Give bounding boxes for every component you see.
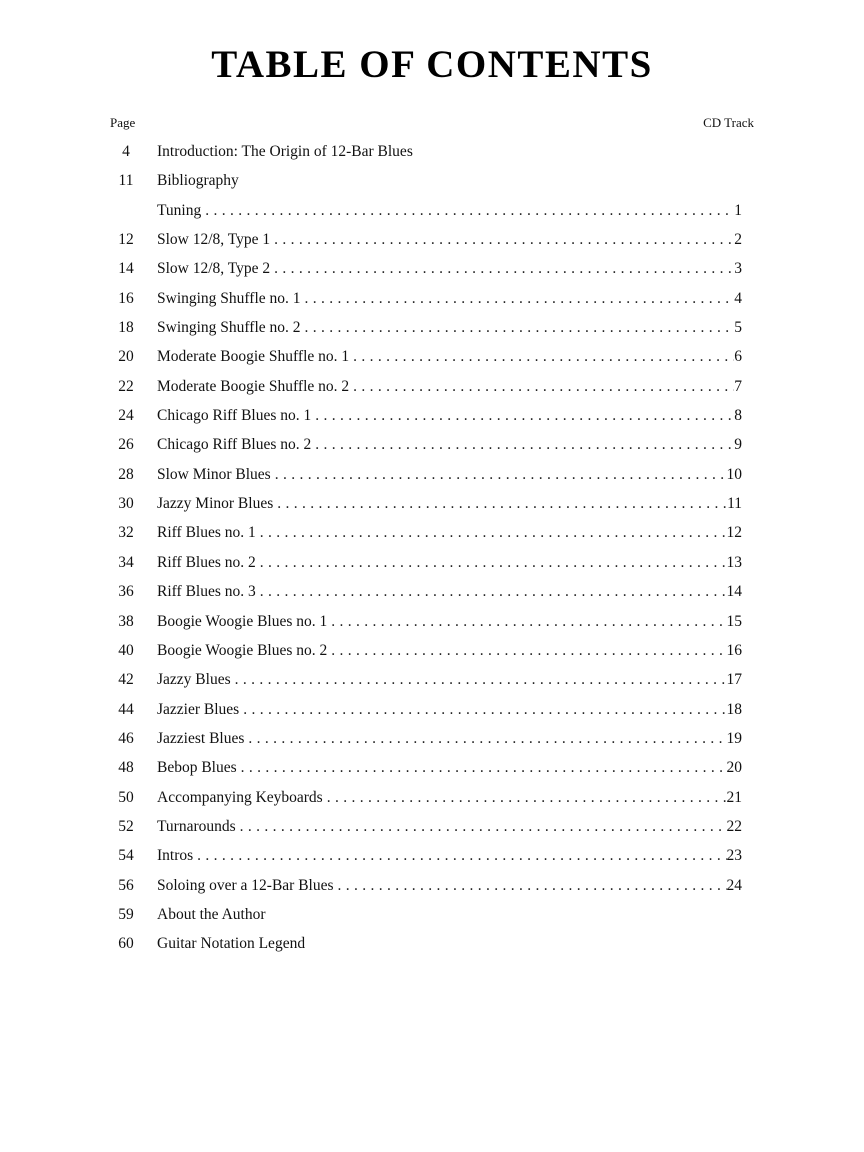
dot-leader [235, 665, 727, 694]
toc-entry-line [157, 841, 742, 870]
toc-cd-track: 9 [734, 436, 742, 454]
toc-entry-line [157, 284, 742, 313]
toc-entry-title: Chicago Riff Blues no. 2 [157, 436, 312, 454]
toc-entry-title: Riff Blues no. 3 [157, 583, 256, 601]
toc-entry[interactable] [110, 430, 742, 459]
toc-entry-line [157, 753, 742, 782]
toc-page-number: 4 [122, 143, 130, 160]
toc-list [110, 137, 742, 959]
toc-page-number: 40 [118, 641, 134, 659]
toc-entry-title: Intros [157, 847, 194, 865]
dot-leader [331, 636, 726, 665]
toc-entry[interactable] [110, 783, 742, 812]
toc-cd-track: 21 [726, 788, 742, 806]
toc-entry[interactable] [110, 753, 742, 782]
toc-entry-line [157, 460, 742, 489]
toc-page-number: 59 [118, 905, 134, 923]
toc-page-number: 12 [118, 231, 134, 249]
cd-track-column-header: CD Track [703, 115, 754, 130]
toc-page-number: 60 [118, 935, 134, 953]
toc-entry-title: Soloing over a 12-Bar Blues [157, 876, 334, 894]
toc-entry[interactable] [110, 695, 742, 724]
toc-entry-title: Boogie Woogie Blues no. 1 [157, 612, 328, 630]
dot-leader [331, 607, 726, 636]
toc-cd-track: 18 [726, 700, 742, 718]
toc-entry-title: Tuning [157, 201, 202, 219]
toc-page-number: 48 [118, 759, 134, 777]
toc-entry-line [157, 577, 742, 606]
toc-entry[interactable] [110, 841, 742, 870]
toc-entry[interactable] [110, 284, 742, 313]
toc-page-number: 42 [118, 671, 134, 689]
toc-entry-line [157, 313, 742, 342]
toc-entry-line [157, 724, 742, 753]
dot-leader [315, 401, 734, 430]
toc-cd-track: 15 [726, 612, 742, 630]
toc-entry[interactable] [110, 342, 742, 371]
dot-leader [338, 871, 727, 900]
toc-entry[interactable] [110, 665, 742, 694]
toc-entry[interactable] [110, 929, 742, 958]
toc-entry-title: Jazzy Blues [157, 671, 231, 689]
dot-leader [260, 548, 727, 577]
dot-leader [305, 284, 735, 313]
page-title: TABLE OF CONTENTS [211, 43, 653, 86]
toc-entry[interactable] [110, 254, 742, 283]
toc-entry-line [157, 607, 742, 636]
dot-leader [353, 342, 734, 371]
toc-entry[interactable] [110, 489, 742, 518]
toc-entry-title: Chicago Riff Blues no. 1 [157, 407, 312, 425]
toc-cd-track: 13 [726, 553, 742, 571]
toc-entry-title: Swinging Shuffle no. 2 [157, 319, 301, 337]
toc-cd-track: 8 [734, 407, 742, 425]
toc-page-number: 52 [118, 817, 134, 835]
toc-entry-title: Slow 12/8, Type 2 [157, 260, 271, 278]
toc-entry-line [157, 430, 742, 459]
dot-leader [274, 225, 734, 254]
toc-page-number: 36 [118, 583, 134, 601]
toc-entry-line [157, 372, 742, 401]
toc-entry-line [157, 900, 742, 929]
toc-cd-track: 1 [734, 201, 742, 219]
toc-entry-line [157, 342, 742, 371]
toc-entry-title: Riff Blues no. 2 [157, 553, 256, 571]
toc-page-number: 32 [118, 524, 134, 542]
toc-entry[interactable] [110, 196, 742, 225]
toc-entry-title: Jazziest Blues [157, 729, 245, 747]
toc-cd-track: 4 [734, 289, 742, 307]
toc-entry-title: Accompanying Keyboards [157, 788, 323, 806]
toc-cd-track: 6 [734, 348, 742, 366]
toc-page-number: 16 [118, 289, 134, 307]
toc-entry-title: Turnarounds [157, 817, 236, 835]
toc-entry-line [157, 401, 742, 430]
toc-cd-track: 17 [726, 671, 742, 689]
toc-entry-line [157, 137, 742, 166]
toc-page-number: 46 [118, 729, 134, 747]
toc-entry-title: Riff Blues no. 1 [157, 524, 256, 542]
toc-entry[interactable] [110, 871, 742, 900]
toc-entry-line [157, 871, 742, 900]
page-column-header: Page [110, 115, 136, 130]
toc-entry[interactable] [110, 548, 742, 577]
toc-page-number: 54 [118, 847, 134, 865]
toc-entry[interactable] [110, 372, 742, 401]
toc-entry-title: About the Author [157, 905, 266, 923]
toc-entry[interactable] [110, 313, 742, 342]
dot-leader [353, 372, 734, 401]
dot-leader [275, 460, 727, 489]
toc-entry-line [157, 196, 742, 225]
toc-entry-title: Slow 12/8, Type 1 [157, 231, 271, 249]
toc-entry-title: Moderate Boogie Shuffle no. 2 [157, 377, 350, 395]
toc-entry-title: Swinging Shuffle no. 1 [157, 289, 301, 307]
toc-entry[interactable] [110, 607, 742, 636]
toc-entry-line [157, 489, 742, 518]
toc-entry-line [157, 665, 742, 694]
dot-leader [315, 430, 734, 459]
toc-entry-title: Jazzier Blues [157, 700, 240, 718]
toc-entry-line [157, 929, 742, 958]
toc-cd-track: 24 [726, 876, 742, 894]
toc-entry-title: Slow Minor Blues [157, 465, 271, 483]
toc-entry-title: Bebop Blues [157, 759, 237, 777]
toc-entry[interactable] [110, 812, 742, 841]
toc-cd-track: 3 [734, 260, 742, 278]
toc-page-number: 50 [118, 788, 134, 806]
toc-entry-title: Boogie Woogie Blues no. 2 [157, 641, 328, 659]
toc-page-number: 11 [118, 172, 134, 190]
toc-page-number: 22 [118, 377, 134, 395]
toc-page-number: 26 [118, 436, 134, 454]
dot-leader [243, 695, 726, 724]
toc-entry[interactable] [110, 518, 742, 547]
toc-cd-track: 23 [726, 847, 742, 865]
toc-entry[interactable] [110, 401, 742, 430]
toc-entry[interactable] [110, 636, 742, 665]
toc-cd-track: 11 [727, 495, 742, 513]
toc-cd-track: 14 [726, 583, 742, 601]
dot-leader [274, 254, 734, 283]
dot-leader [260, 577, 727, 606]
toc-cd-track: 12 [726, 524, 742, 542]
dot-leader [260, 518, 727, 547]
toc-entry-line [157, 695, 742, 724]
toc-entry-line [157, 636, 742, 665]
dot-leader [327, 783, 727, 812]
toc-page-number: 38 [118, 612, 134, 630]
toc-entry[interactable] [110, 900, 742, 929]
toc-entry-line [157, 166, 742, 195]
toc-cd-track: 2 [734, 231, 742, 249]
toc-page-number: 14 [118, 260, 134, 278]
toc-entry-line [157, 812, 742, 841]
dot-leader [248, 724, 726, 753]
toc-entry-title: Jazzy Minor Blues [157, 495, 274, 513]
dot-leader [197, 841, 726, 870]
toc-entry-line [157, 518, 742, 547]
toc-cd-track: 5 [734, 319, 742, 337]
toc-entry[interactable] [110, 225, 742, 254]
toc-entry-title: Introduction: The Origin of 12-Bar Blues [157, 143, 413, 160]
toc-page-number: 24 [118, 407, 134, 425]
toc-cd-track: 10 [726, 465, 742, 483]
toc-cd-track: 22 [726, 817, 742, 835]
toc-entry-line [157, 548, 742, 577]
toc-entry-title: Guitar Notation Legend [157, 935, 306, 953]
toc-page-number: 28 [118, 465, 134, 483]
toc-entry-line [157, 783, 742, 812]
toc-entry[interactable] [110, 137, 742, 166]
toc-page-number: 18 [118, 319, 134, 337]
dot-leader [205, 196, 734, 225]
dot-leader [241, 753, 727, 782]
toc-cd-track: 7 [734, 377, 742, 395]
toc-cd-track: 19 [726, 729, 742, 747]
toc-entry-title: Bibliography [157, 172, 239, 190]
dot-leader [277, 489, 727, 518]
toc-cd-track: 20 [726, 759, 742, 777]
toc-page-number: 56 [118, 876, 134, 894]
toc-entry-line [157, 225, 742, 254]
toc-page-number: 34 [118, 553, 134, 571]
toc-page-number: 44 [118, 700, 134, 718]
dot-leader [240, 812, 727, 841]
toc-entry-line [157, 254, 742, 283]
toc-entry[interactable] [110, 166, 742, 195]
toc-page-number: 20 [118, 348, 134, 366]
toc-entry[interactable] [110, 460, 742, 489]
toc-entry[interactable] [110, 577, 742, 606]
dot-leader [305, 313, 735, 342]
toc-entry[interactable] [110, 724, 742, 753]
toc-cd-track: 16 [726, 641, 742, 659]
toc-page-number: 30 [118, 495, 134, 513]
toc-entry-title: Moderate Boogie Shuffle no. 1 [157, 348, 350, 366]
